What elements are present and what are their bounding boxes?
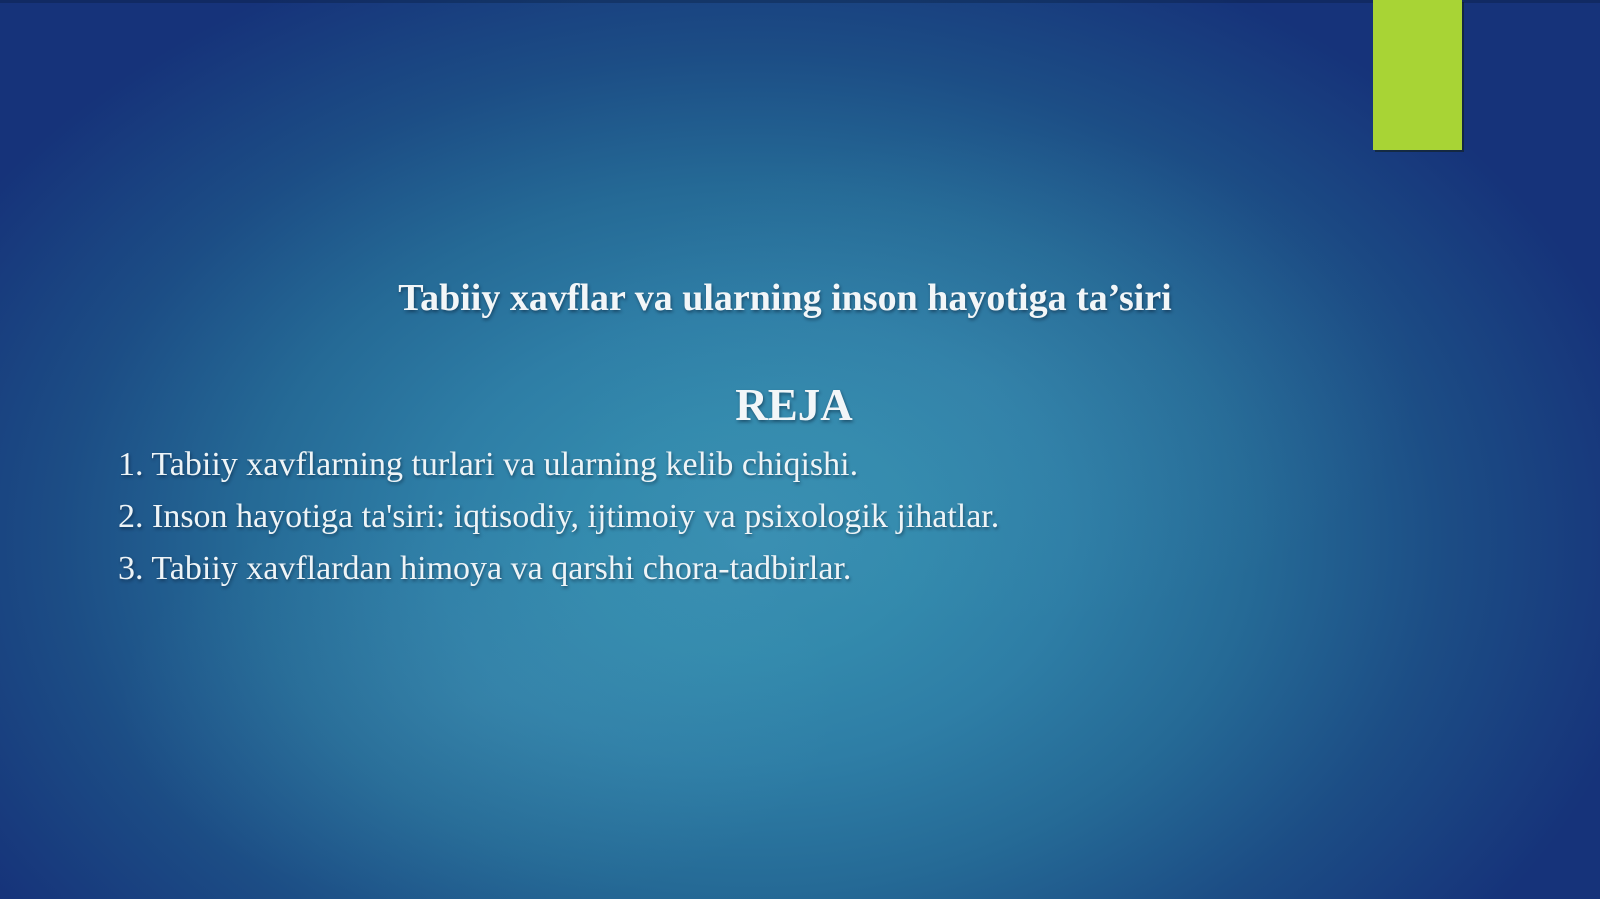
plan-list-item-1: 1. Tabiiy xavflarning turlari va ularning kelib chiqishi. [118,446,859,483]
green-accent-rectangle [1373,0,1462,150]
plan-list-item-3: 3. Tabiiy xavflardan himoya va qarshi chora-tadbirlar. [118,550,852,587]
plan-heading: REJA [735,380,853,430]
top-edge-shade [0,0,1600,3]
plan-list-item-2: 2. Inson hayotiga ta'siri: iqtisodiy, ijtimoiy va psixologik jihatlar. [118,498,1000,535]
plan-list [118,439,1518,595]
slide-title: Tabiiy xavflar va ularning inson hayotiga ta’siri [398,277,1172,319]
